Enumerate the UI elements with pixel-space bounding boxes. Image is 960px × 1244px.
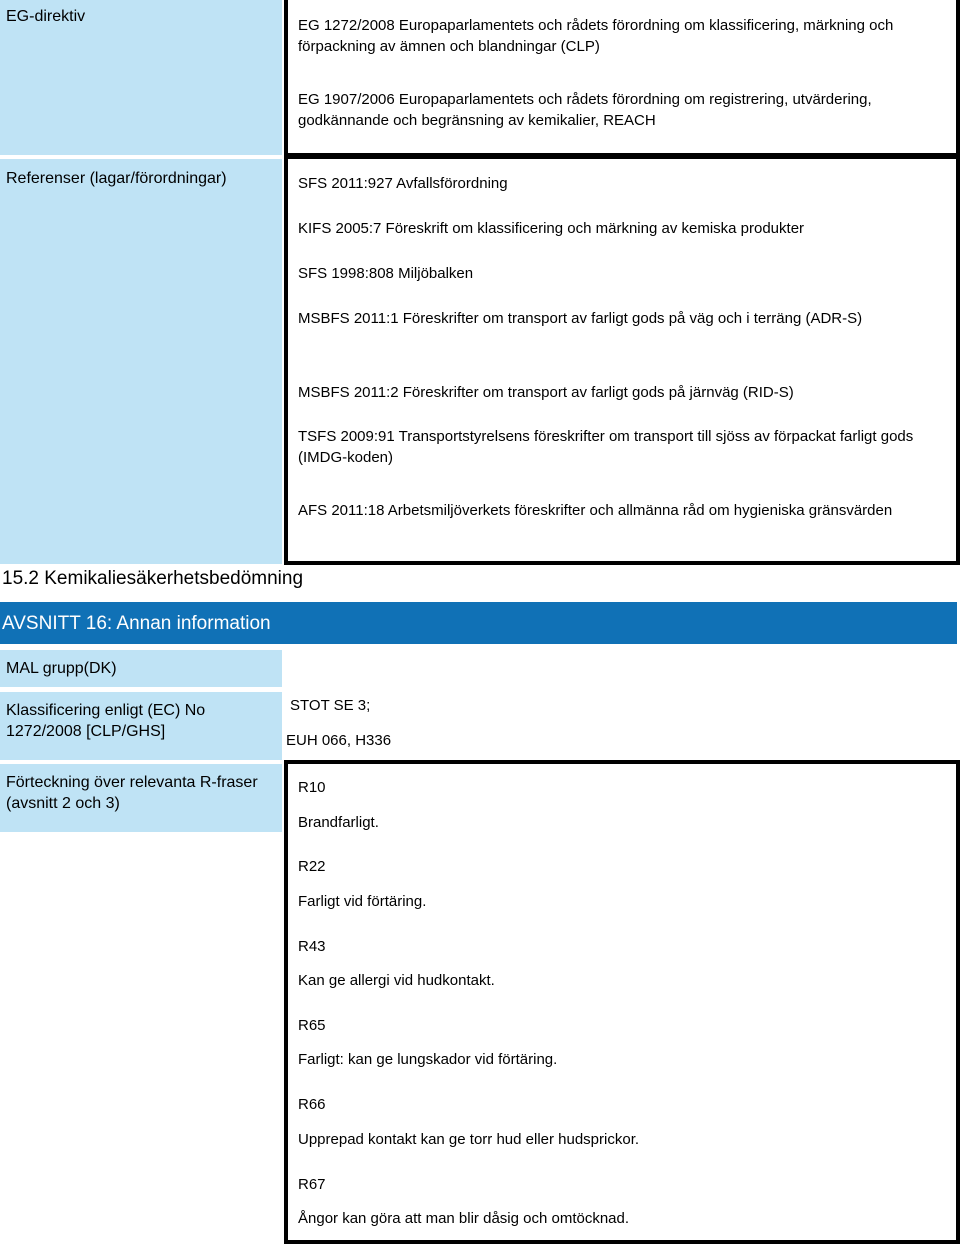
r-phrase-text: Upprepad kontakt kan ge torr hud eller hudsprickor. bbox=[298, 1131, 640, 1148]
reference-item: KIFS 2005:7 Föreskrift om klassificering och märkning av kemiska produkter bbox=[298, 220, 805, 237]
r-phrases-label-cell bbox=[0, 764, 282, 832]
r-phrases-label: Förteckning över relevanta R-fraser (avsnitt 2 och 3) bbox=[6, 774, 258, 812]
reference-item: AFS 2011:18 Arbetsmiljöverkets föreskrifter och allmänna råd om hygieniska gränsvärden bbox=[298, 502, 893, 519]
subsection-heading: 15.2 Kemikaliesäkerhetsbedömning bbox=[2, 568, 304, 589]
references-box bbox=[284, 155, 960, 565]
section-16-title: AVSNITT 16: Annan information bbox=[2, 613, 271, 634]
r-phrase-code: R22 bbox=[298, 858, 326, 875]
classification-line: EUH 066, H336 bbox=[286, 732, 392, 749]
classification-line: STOT SE 3; bbox=[290, 697, 371, 714]
r-phrase-code: R66 bbox=[298, 1096, 326, 1113]
reference-item: SFS 1998:808 Miljöbalken bbox=[298, 265, 474, 282]
r-phrase-code: R10 bbox=[298, 779, 326, 796]
mal-group-label-cell bbox=[0, 650, 282, 687]
eg-directive-label: EG-direktiv bbox=[6, 8, 86, 25]
eg-directive-label-cell bbox=[0, 0, 282, 155]
mal-group-label: MAL grupp(DK) bbox=[6, 660, 117, 677]
r-phrase-text: Kan ge allergi vid hudkontakt. bbox=[298, 972, 495, 989]
classification-label: Klassificering enligt (EC) No 1272/2008 [CLP/GHS] bbox=[6, 702, 206, 740]
references-label-cell bbox=[0, 159, 282, 564]
r-phrase-text: Farligt: kan ge lungskador vid förtäring. bbox=[298, 1051, 558, 1068]
r-phrase-code: R43 bbox=[298, 938, 326, 955]
r-phrase-code: R65 bbox=[298, 1017, 326, 1034]
r-phrase-text: Brandfarligt. bbox=[298, 814, 379, 831]
eg-directive-box bbox=[284, 0, 960, 157]
reference-item: TSFS 2009:91 Transportstyrelsens föreskrifter om transport till sjöss av förpackat farligt gods (IMDG-koden) bbox=[298, 428, 914, 466]
r-phrases-box bbox=[284, 760, 960, 1244]
reference-item: MSBFS 2011:1 Föreskrifter om transport av farligt gods på väg och i terräng (ADR-S) bbox=[298, 310, 863, 327]
r-phrase-code: R67 bbox=[298, 1176, 326, 1193]
reference-item: SFS 2011:927 Avfallsförordning bbox=[298, 175, 508, 192]
reference-item: MSBFS 2011:2 Föreskrifter om transport av farligt gods på järnväg (RID-S) bbox=[298, 384, 794, 401]
classification-label-cell bbox=[0, 692, 282, 760]
eg-directive-item: EG 1907/2006 Europaparlamentets och rådets förordning om registrering, utvärdering, godkännande och begränsning av kemikalier, REACH bbox=[298, 91, 872, 129]
r-phrase-text: Farligt vid förtäring. bbox=[298, 893, 427, 910]
r-phrase-text: Ångor kan göra att man blir dåsig och omtöcknad. bbox=[298, 1210, 630, 1227]
references-label: Referenser (lagar/förordningar) bbox=[6, 170, 227, 187]
section-16-header bbox=[0, 602, 957, 644]
eg-directive-item: EG 1272/2008 Europaparlamentets och rådets förordning om klassificering, märkning och förpackning av ämnen och blandningar (CLP) bbox=[298, 17, 894, 55]
